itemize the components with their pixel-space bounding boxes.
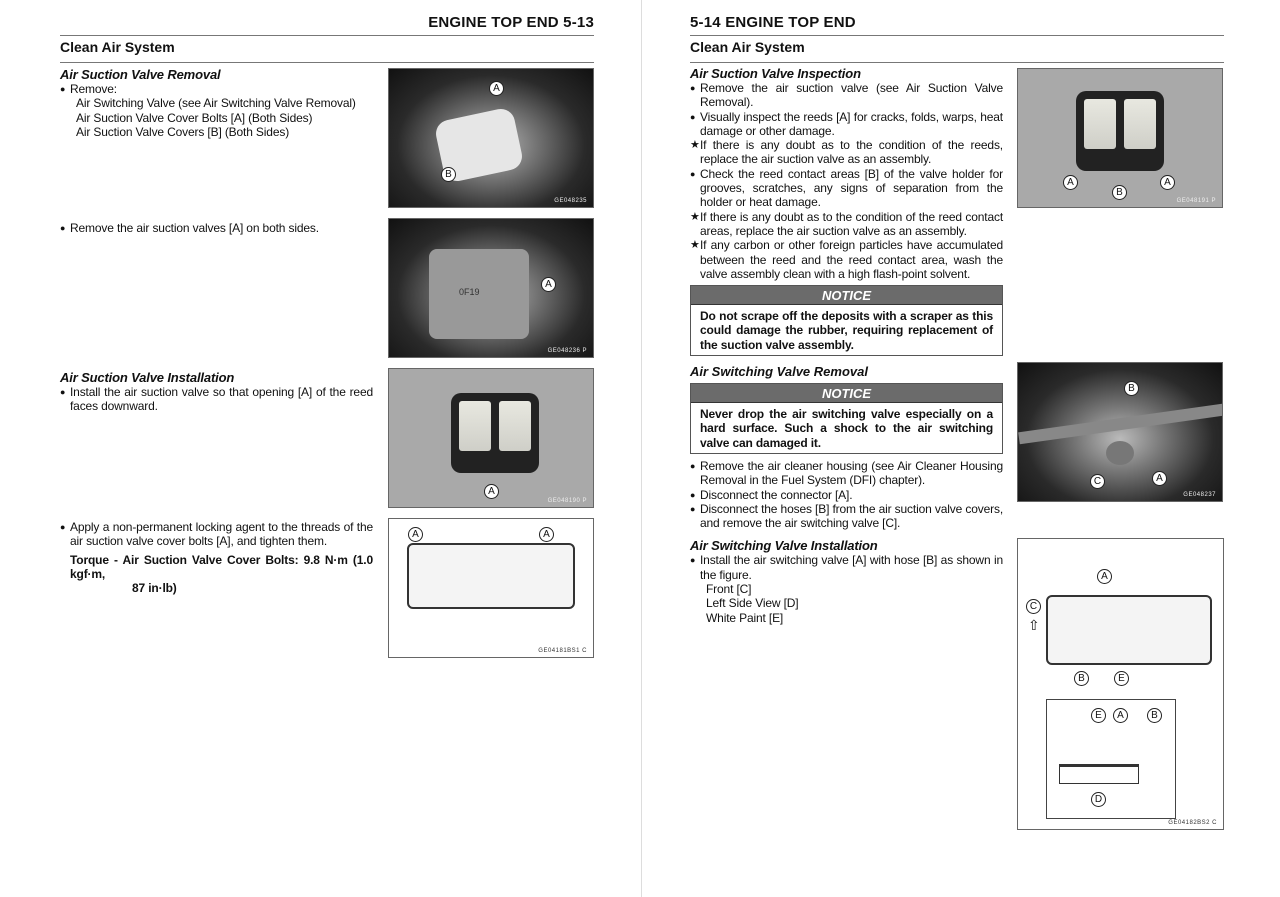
callout-label: A (484, 484, 499, 499)
list-item (690, 459, 1003, 488)
valve-marking: 0F19 (459, 287, 480, 297)
cylinder-head-cover (1046, 595, 1212, 665)
item-text: Install the air suction valve so that opening [A] of the reed faces downward. (70, 385, 373, 414)
callout-label: B (1074, 671, 1089, 686)
callout-label: A (1097, 569, 1112, 584)
section-rule (690, 62, 1224, 63)
figure-code: GE048190 P (547, 498, 587, 504)
subsection-title: Air Switching Valve Installation (690, 538, 878, 554)
page-header: ENGINE TOP END 5-13 (428, 14, 594, 31)
page-header: 5-14 ENGINE TOP END (690, 14, 856, 31)
figure-code: GE048235 (554, 198, 587, 204)
figure-reed-inspection-photo (1017, 68, 1223, 208)
header-rule (690, 35, 1224, 36)
sub-item: Air Suction Valve Covers [B] (Both Sides) (76, 124, 290, 139)
figure-code: GE04182BS2 C (1168, 820, 1217, 826)
section-title: Clean Air System (690, 39, 805, 55)
bullet-icon: ● (690, 111, 696, 122)
notice-text: Do not scrape off the deposits with a scraper as this could damage the rubber, requiring replacement of the suction valve assembly. (700, 309, 993, 352)
list-item (690, 167, 1003, 210)
locking-agent-step (60, 520, 373, 595)
bullet-icon: ● (60, 522, 66, 532)
callout-label: A (408, 527, 423, 542)
callout-label: E (1091, 708, 1106, 723)
sub-item: Air Switching Valve (see Air Switching Valve Removal) (76, 96, 356, 111)
item-text: Remove the air suction valves [A] on both sides. (70, 221, 319, 235)
callout-label: A (1063, 175, 1078, 190)
list-item (690, 81, 1003, 110)
item-text: Apply a non-permanent locking agent to the threads of the air suction valve cover bolts [A], and tighten them. (70, 520, 373, 549)
reed (459, 401, 491, 451)
bullet-icon: ● (690, 555, 696, 566)
item-text: If there is any doubt as to the condition of the reeds, replace the air suction valve as an assembly. (700, 138, 1003, 167)
callout-label: B (1112, 185, 1127, 200)
list-item (690, 553, 1003, 582)
callout-label: B (1147, 708, 1162, 723)
switching-valve-removal-steps (690, 459, 1003, 530)
figure-switching-valve-photo (1017, 362, 1223, 502)
list-item (60, 385, 373, 414)
notice-box (690, 285, 1003, 356)
list-item (60, 221, 373, 235)
bullet-icon: ● (60, 387, 66, 397)
subsection-title: Air Switching Valve Removal (690, 364, 868, 380)
item-text: Remove the air cleaner housing (see Air Cleaner Housing Removal in the Fuel System (DFI) chapter). (700, 458, 1003, 488)
bullet-icon: ● (60, 84, 66, 94)
switching-valve-installation (690, 538, 1003, 624)
bullet-icon: ● (690, 489, 696, 500)
item-text: If there is any doubt as to the condition of the reed contact areas, replace the air suction valve as an assembly. (700, 209, 1003, 238)
list-item (690, 138, 1003, 167)
list-item (690, 238, 1003, 281)
figure-code: GE048191 P (1176, 198, 1216, 204)
callout-label: C (1090, 474, 1105, 489)
item-text: Check the reed contact areas [B] of the valve holder for grooves, scratches, any signs of separation from the holder or heat damage. (700, 166, 1003, 210)
hose-shape (1018, 404, 1223, 445)
sub-item: Air Suction Valve Cover Bolts [A] (Both Sides) (76, 110, 313, 125)
suction-valve-inspection (690, 66, 1003, 281)
left-side-view-inset (1046, 699, 1176, 819)
figure-switching-valve-drawing (1017, 538, 1224, 830)
page-divider (641, 0, 642, 897)
header-rule (60, 35, 594, 36)
sub-item: White Paint [E] (706, 610, 784, 625)
item-text: Disconnect the connector [A]. (700, 487, 853, 502)
list-item (60, 520, 373, 549)
reed (1084, 99, 1116, 149)
right-text-column (690, 66, 1003, 625)
bullet-icon: ● (690, 503, 696, 514)
star-icon: ★ (690, 210, 700, 223)
bullet-icon: ● (690, 83, 696, 93)
bullet-icon: ● (690, 460, 696, 471)
list-item (690, 210, 1003, 239)
figure-code: GE048236 P (547, 348, 587, 354)
figure-valves-installed-photo (388, 218, 594, 358)
callout-label: D (1091, 792, 1106, 807)
section-title: Clean Air System (60, 39, 175, 55)
arrow-up-icon: ⇧ (1028, 617, 1040, 633)
sub-item: Front [C] (706, 582, 752, 597)
list-item (60, 82, 373, 96)
notice-box (690, 383, 1003, 454)
torque-spec (60, 553, 373, 596)
reed (1124, 99, 1156, 149)
item-text: If any carbon or other foreign particles have accumulated between the reed and the reed contact area, wash the valve assembly clean with a high flash-point solvent. (700, 238, 1003, 281)
star-icon: ★ (690, 239, 700, 252)
star-icon: ★ (690, 139, 700, 152)
notice-title: NOTICE (691, 286, 1002, 305)
reed (499, 401, 531, 451)
subsection-title: Air Suction Valve Installation (60, 370, 235, 385)
list-item (690, 502, 1003, 531)
figure-code: GE048237 (1183, 492, 1216, 498)
callout-label: B (1124, 381, 1139, 396)
cylinder-head-cover (407, 543, 575, 609)
callout-label: A (489, 81, 504, 96)
figure-code: GE04181BS1 C (538, 648, 587, 654)
sub-item: Left Side View [D] (706, 596, 799, 611)
item-text: Disconnect the hoses [B] from the air suction valve covers, and remove the air switching valve [C]. (700, 501, 1003, 531)
torque-line: 87 in·lb) (132, 581, 177, 596)
subsection-title: Air Suction Valve Removal (60, 67, 221, 82)
figure-valve-cover-photo (388, 68, 594, 208)
bullet-icon: ● (690, 168, 696, 179)
figure-reed-valve-photo (388, 368, 594, 508)
item-text: Remove the air suction valve (see Air Suction Valve Removal). (700, 81, 1003, 110)
suction-valve-removal (60, 67, 373, 139)
list-item (690, 488, 1003, 502)
callout-label: A (1160, 175, 1175, 190)
valve-shape (1106, 441, 1134, 465)
figure-cover-bolts-drawing (388, 518, 594, 658)
notice-text: Never drop the air switching valve especially on a hard surface. Such a shock to the air switching valve can damaged it. (700, 407, 993, 450)
notice-title: NOTICE (691, 384, 1002, 403)
callout-label: B (441, 167, 456, 182)
item-text: Install the air switching valve [A] with hose [B] as shown in the figure. (700, 553, 1003, 582)
callout-label: A (541, 277, 556, 292)
item-text: Remove: (70, 82, 117, 96)
callout-label: E (1114, 671, 1129, 686)
callout-label: C (1026, 599, 1041, 614)
bullet-icon: ● (60, 223, 66, 233)
item-text: Visually inspect the reeds [A] for cracks, folds, warps, heat damage or other damage. (700, 109, 1003, 138)
callout-label: A (1113, 708, 1128, 723)
callout-label: A (539, 527, 554, 542)
subsection-title: Air Suction Valve Inspection (690, 66, 861, 81)
section-rule (60, 62, 594, 63)
suction-valve-installation (60, 370, 373, 414)
cover-side-shape (1059, 764, 1139, 784)
callout-label: A (1152, 471, 1167, 486)
list-item (690, 110, 1003, 139)
torque-line: Torque - Air Suction Valve Cover Bolts: 9.8 N·m (1.0 kgf·m, (70, 552, 373, 581)
